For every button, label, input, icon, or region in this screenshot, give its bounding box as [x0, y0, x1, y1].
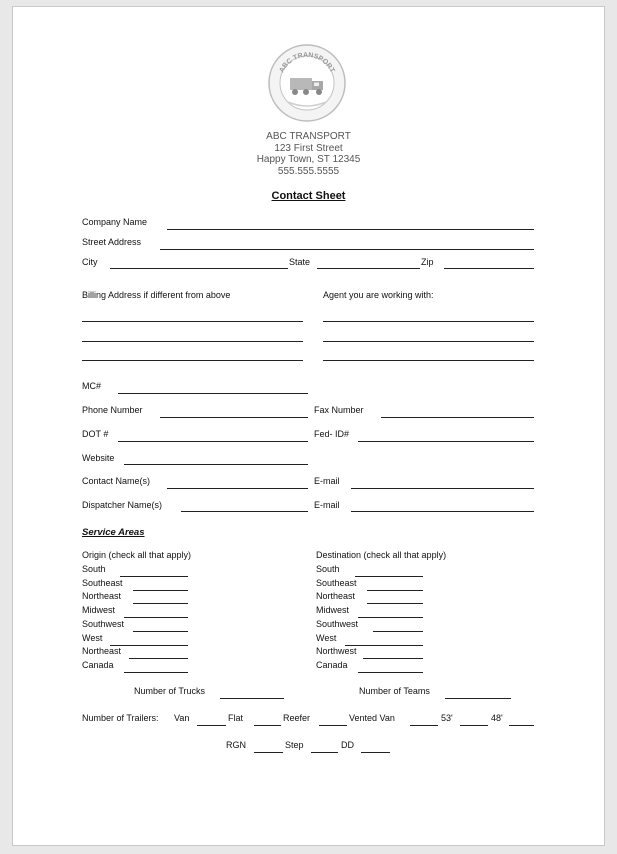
- state-label: State: [289, 257, 311, 267]
- origin-checkbox-line[interactable]: [133, 603, 188, 604]
- rgn-label: RGN: [226, 740, 246, 750]
- origin-checkbox-line[interactable]: [133, 590, 188, 591]
- email-label-2: E-mail: [314, 500, 340, 510]
- phone-label: Phone Number: [82, 405, 143, 415]
- trailer-53-label: 53': [441, 713, 453, 723]
- billing-address-line-3[interactable]: [82, 360, 303, 361]
- billing-address-label: Billing Address if different from above: [82, 290, 231, 300]
- destination-checkbox-line[interactable]: [358, 672, 423, 673]
- van-field[interactable]: [197, 725, 226, 726]
- fax-label: Fax Number: [314, 405, 364, 415]
- destination-checkbox-line[interactable]: [373, 631, 423, 632]
- email-field-1[interactable]: [351, 488, 534, 489]
- trucks-field[interactable]: [220, 698, 284, 699]
- origin-checkbox-line[interactable]: [124, 617, 188, 618]
- origin-checkbox-line[interactable]: [124, 672, 188, 673]
- contact-names-field[interactable]: [167, 488, 308, 489]
- destination-item-label: Canada: [316, 660, 348, 670]
- agent-line-1[interactable]: [323, 321, 534, 322]
- vented-van-label: Vented Van: [349, 713, 395, 723]
- dot-label: DOT #: [82, 429, 109, 439]
- fed-id-field[interactable]: [358, 441, 534, 442]
- step-field[interactable]: [311, 752, 338, 753]
- trailer-53-field[interactable]: [460, 725, 488, 726]
- origin-heading: Origin (check all that apply): [82, 550, 192, 560]
- van-label: Van: [174, 713, 190, 723]
- destination-checkbox-line[interactable]: [358, 617, 423, 618]
- zip-label: Zip: [421, 257, 434, 267]
- company-phone: 555.555.5555: [277, 166, 340, 177]
- trailer-48-label: 48': [491, 713, 503, 723]
- company-name-label: Company Name: [82, 217, 148, 227]
- dispatcher-names-label: Dispatcher Name(s): [82, 500, 163, 510]
- destination-checkbox-line[interactable]: [363, 658, 423, 659]
- destination-item-label: Northeast: [316, 591, 356, 601]
- origin-item-label: Northeast: [82, 591, 122, 601]
- trailer-48-field[interactable]: [509, 725, 534, 726]
- destination-checkbox-line[interactable]: [367, 603, 423, 604]
- origin-checkbox-line[interactable]: [133, 631, 188, 632]
- origin-checkbox-line[interactable]: [110, 645, 188, 646]
- city-label: City: [82, 257, 98, 267]
- service-areas-heading: Service Areas: [82, 527, 145, 538]
- agent-line-2[interactable]: [323, 341, 534, 342]
- flat-label: Flat: [228, 713, 244, 723]
- phone-field[interactable]: [160, 417, 308, 418]
- mc-label: MC#: [82, 381, 102, 391]
- destination-item-label: Northwest: [316, 646, 357, 656]
- destination-item-label: Southeast: [316, 578, 357, 588]
- dot-field[interactable]: [118, 441, 308, 442]
- dd-field[interactable]: [361, 752, 390, 753]
- origin-item-label: Midwest: [82, 605, 116, 615]
- flat-field[interactable]: [254, 725, 281, 726]
- company-city-line: Happy Town, ST 12345: [256, 154, 361, 165]
- destination-item-label: West: [316, 633, 337, 643]
- dispatcher-names-field[interactable]: [181, 511, 308, 512]
- destination-item-label: Southwest: [316, 619, 359, 629]
- destination-item-label: Midwest: [316, 605, 350, 615]
- mc-field[interactable]: [118, 393, 308, 394]
- email-field-2[interactable]: [351, 511, 534, 512]
- origin-item-label: Northeast: [82, 646, 122, 656]
- fax-field[interactable]: [381, 417, 534, 418]
- origin-item-label: West: [82, 633, 103, 643]
- destination-item-label: South: [316, 564, 340, 574]
- street-address-field[interactable]: [160, 249, 534, 250]
- trailers-label: Number of Trailers:: [82, 713, 159, 723]
- rgn-field[interactable]: [254, 752, 283, 753]
- svg-text:ABC TRANSPORT: ABC TRANSPORT: [278, 51, 336, 74]
- contact-names-label: Contact Name(s): [82, 476, 151, 486]
- fed-id-label: Fed- ID#: [314, 429, 350, 439]
- street-address-label: Street Address: [82, 237, 142, 247]
- teams-label: Number of Teams: [359, 686, 430, 696]
- trucks-label: Number of Trucks: [134, 686, 206, 696]
- origin-checkbox-line[interactable]: [129, 658, 188, 659]
- email-label-1: E-mail: [314, 476, 340, 486]
- origin-checkbox-line[interactable]: [120, 576, 188, 577]
- agent-line-3[interactable]: [323, 360, 534, 361]
- website-field[interactable]: [124, 464, 308, 465]
- agent-label: Agent you are working with:: [323, 290, 434, 300]
- dd-label: DD: [341, 740, 354, 750]
- vented-van-field[interactable]: [410, 725, 438, 726]
- state-field[interactable]: [317, 268, 420, 269]
- company-logo-icon: [268, 44, 346, 122]
- billing-address-line-1[interactable]: [82, 321, 303, 322]
- origin-item-label: Southeast: [82, 578, 123, 588]
- company-name: ABC TRANSPORT: [266, 131, 351, 142]
- teams-field[interactable]: [445, 698, 511, 699]
- zip-field[interactable]: [444, 268, 534, 269]
- origin-item-label: Southwest: [82, 619, 125, 629]
- company-name-field[interactable]: [167, 229, 534, 230]
- company-street: 123 First Street: [274, 143, 343, 154]
- reefer-field[interactable]: [319, 725, 347, 726]
- destination-heading: Destination (check all that apply): [316, 550, 447, 560]
- billing-address-line-2[interactable]: [82, 341, 303, 342]
- origin-item-label: South: [82, 564, 106, 574]
- city-field[interactable]: [110, 268, 288, 269]
- reefer-label: Reefer: [283, 713, 311, 723]
- page-title: Contact Sheet: [271, 190, 346, 202]
- website-label: Website: [82, 453, 115, 463]
- destination-checkbox-line[interactable]: [367, 590, 423, 591]
- origin-item-label: Canada: [82, 660, 114, 670]
- destination-checkbox-line[interactable]: [355, 576, 423, 577]
- step-label: Step: [285, 740, 304, 750]
